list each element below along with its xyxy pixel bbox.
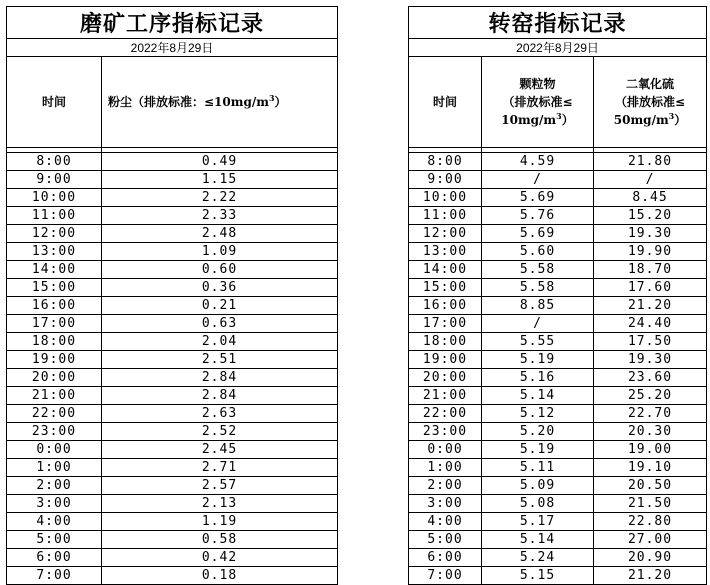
pm-header-end: ） (561, 113, 574, 127)
dust-value-cell: 0.63 (102, 315, 338, 333)
table-row (7, 423, 338, 441)
time-cell: 17:00 (409, 315, 482, 333)
so2-value-cell: 25.20 (594, 387, 707, 405)
table-row (7, 189, 338, 207)
pm-value-cell: 5.69 (482, 225, 594, 243)
dust-value-cell: 2.48 (102, 225, 338, 243)
table-row (7, 531, 338, 549)
table-row (7, 315, 338, 333)
table-row (7, 549, 338, 567)
table-row (409, 189, 707, 207)
pm-value-cell: 5.19 (482, 441, 594, 459)
dust-value-cell: 0.49 (102, 153, 338, 171)
table-row (409, 513, 707, 531)
time-cell: 16:00 (7, 297, 102, 315)
so2-value-cell: 15.20 (594, 207, 707, 225)
table-row (7, 387, 338, 405)
table-row (7, 351, 338, 369)
so2-header-line1: 二氧化硫 (626, 77, 675, 91)
dust-value-cell: 0.60 (102, 261, 338, 279)
pm-value-cell: 5.55 (482, 333, 594, 351)
pm-value-cell: 5.08 (482, 495, 594, 513)
table-row (7, 441, 338, 459)
table-row (409, 495, 707, 513)
so2-value-cell: / (594, 171, 707, 189)
time-cell: 22:00 (409, 405, 482, 423)
dust-value-cell: 2.13 (102, 495, 338, 513)
time-cell: 5:00 (409, 531, 482, 549)
pm-value-cell: 5.09 (482, 477, 594, 495)
dust-header-text: 粉尘（排放标准：≤10mg/m (108, 95, 269, 109)
table-row (7, 225, 338, 243)
table-row (7, 153, 338, 171)
dust-value-cell: 0.21 (102, 297, 338, 315)
so2-value-cell: 19.30 (594, 225, 707, 243)
table-row (409, 261, 707, 279)
table-row (7, 261, 338, 279)
so2-value-cell: 22.80 (594, 513, 707, 531)
time-cell: 8:00 (409, 153, 482, 171)
pm-value-cell: 5.60 (482, 243, 594, 261)
time-cell: 5:00 (7, 531, 102, 549)
time-cell: 19:00 (409, 351, 482, 369)
pm-value-cell: 5.76 (482, 207, 594, 225)
dust-header-end: ） (274, 95, 287, 109)
time-cell: 2:00 (409, 477, 482, 495)
so2-value-cell: 17.60 (594, 279, 707, 297)
pm-value-cell: 8.85 (482, 297, 594, 315)
table-row (409, 297, 707, 315)
time-cell: 0:00 (7, 441, 102, 459)
so2-value-cell: 19.10 (594, 459, 707, 477)
table-row (7, 207, 338, 225)
pm-value-cell: 5.69 (482, 189, 594, 207)
table-row (409, 387, 707, 405)
dust-value-cell: 2.71 (102, 459, 338, 477)
so2-value-cell: 24.40 (594, 315, 707, 333)
time-cell: 23:00 (7, 423, 102, 441)
table-row (7, 171, 338, 189)
pm-value-cell: 5.58 (482, 279, 594, 297)
grinding-record-table (6, 6, 338, 585)
so2-value-cell: 23.60 (594, 369, 707, 387)
table-row (409, 369, 707, 387)
time-cell: 7:00 (409, 567, 482, 585)
dust-value-cell: 1.15 (102, 171, 338, 189)
table-row (7, 459, 338, 477)
time-cell: 4:00 (7, 513, 102, 531)
so2-header-line2: （排放标准≤ (614, 95, 686, 109)
time-cell: 9:00 (7, 171, 102, 189)
table-row (7, 405, 338, 423)
table-row (409, 567, 707, 585)
time-cell: 23:00 (409, 423, 482, 441)
pm-value-cell: 5.15 (482, 567, 594, 585)
time-cell: 16:00 (409, 297, 482, 315)
time-cell: 13:00 (7, 243, 102, 261)
time-cell: 1:00 (409, 459, 482, 477)
so2-header-end: ） (674, 113, 687, 127)
dust-value-cell: 2.52 (102, 423, 338, 441)
kiln-so2-header (594, 57, 707, 148)
table-row (409, 531, 707, 549)
so2-header-sup: 3 (668, 111, 675, 121)
dust-value-cell: 2.84 (102, 369, 338, 387)
so2-value-cell: 20.50 (594, 477, 707, 495)
pm-value-cell: 5.20 (482, 423, 594, 441)
time-cell: 9:00 (409, 171, 482, 189)
table-row (409, 351, 707, 369)
so2-value-cell: 20.90 (594, 549, 707, 567)
table-row (409, 459, 707, 477)
table-row (409, 207, 707, 225)
so2-value-cell: 20.30 (594, 423, 707, 441)
time-cell: 19:00 (7, 351, 102, 369)
kiln-table-title: 转窑指标记录 (409, 7, 707, 39)
pm-header-sup: 3 (556, 111, 562, 121)
time-cell: 7:00 (7, 567, 102, 585)
kiln-record-table (408, 6, 707, 585)
grinding-table-date: 2022年8月29日 (7, 39, 338, 57)
dust-value-cell: 2.22 (102, 189, 338, 207)
so2-value-cell: 21.50 (594, 495, 707, 513)
kiln-table-date: 2022年8月29日 (409, 39, 707, 57)
table-row (7, 333, 338, 351)
time-cell: 18:00 (409, 333, 482, 351)
dust-value-cell: 0.42 (102, 549, 338, 567)
so2-value-cell: 17.50 (594, 333, 707, 351)
dust-value-cell: 2.57 (102, 477, 338, 495)
table-row (7, 243, 338, 261)
so2-value-cell: 21.20 (594, 567, 707, 585)
dust-value-cell: 2.84 (102, 387, 338, 405)
time-cell: 11:00 (409, 207, 482, 225)
grinding-time-header: 时间 (7, 57, 102, 148)
table-row (409, 441, 707, 459)
dust-value-cell: 1.19 (102, 513, 338, 531)
table-row (409, 153, 707, 171)
table-row (409, 315, 707, 333)
time-cell: 22:00 (7, 405, 102, 423)
table-row (409, 423, 707, 441)
table-row (7, 279, 338, 297)
time-cell: 3:00 (409, 495, 482, 513)
table-row (7, 477, 338, 495)
dust-value-cell: 0.58 (102, 531, 338, 549)
time-cell: 1:00 (7, 459, 102, 477)
time-cell: 0:00 (409, 441, 482, 459)
pm-value-cell: 5.14 (482, 387, 594, 405)
time-cell: 12:00 (409, 225, 482, 243)
table-row (7, 297, 338, 315)
table-row (409, 405, 707, 423)
so2-header-line3: 50mg/m (613, 113, 669, 127)
time-cell: 6:00 (7, 549, 102, 567)
pm-value-cell: 5.17 (482, 513, 594, 531)
time-cell: 12:00 (7, 225, 102, 243)
time-cell: 4:00 (409, 513, 482, 531)
table-row (409, 333, 707, 351)
dust-value-cell: 1.09 (102, 243, 338, 261)
so2-value-cell: 21.80 (594, 153, 707, 171)
time-cell: 14:00 (409, 261, 482, 279)
dust-value-cell: 2.04 (102, 333, 338, 351)
pm-value-cell: 4.59 (482, 153, 594, 171)
table-row (409, 243, 707, 261)
table-row (7, 567, 338, 585)
time-cell: 8:00 (7, 153, 102, 171)
time-cell: 20:00 (409, 369, 482, 387)
so2-value-cell: 22.70 (594, 405, 707, 423)
so2-value-cell: 19.00 (594, 441, 707, 459)
pm-value-cell: / (482, 315, 594, 333)
time-cell: 6:00 (409, 549, 482, 567)
table-row (409, 477, 707, 495)
dust-value-cell: 2.33 (102, 207, 338, 225)
time-cell: 10:00 (409, 189, 482, 207)
time-cell: 15:00 (409, 279, 482, 297)
dust-value-cell: 2.63 (102, 405, 338, 423)
time-cell: 17:00 (7, 315, 102, 333)
pm-value-cell: / (482, 171, 594, 189)
time-cell: 3:00 (7, 495, 102, 513)
so2-value-cell: 21.20 (594, 297, 707, 315)
table-row (7, 513, 338, 531)
time-cell: 14:00 (7, 261, 102, 279)
dust-value-cell: 2.45 (102, 441, 338, 459)
time-cell: 10:00 (7, 189, 102, 207)
grinding-table-title: 磨矿工序指标记录 (7, 7, 338, 39)
pm-value-cell: 5.12 (482, 405, 594, 423)
pm-value-cell: 5.24 (482, 549, 594, 567)
time-cell: 11:00 (7, 207, 102, 225)
pm-header-line2: （排放标准≤ (502, 95, 573, 109)
pm-value-cell: 5.58 (482, 261, 594, 279)
table-row (409, 279, 707, 297)
time-cell: 13:00 (409, 243, 482, 261)
table-row (7, 495, 338, 513)
table-row (409, 171, 707, 189)
so2-value-cell: 19.30 (594, 351, 707, 369)
so2-value-cell: 8.45 (594, 189, 707, 207)
kiln-time-header: 时间 (409, 57, 482, 148)
grinding-dust-header (102, 57, 338, 148)
pm-value-cell: 5.16 (482, 369, 594, 387)
time-cell: 20:00 (7, 369, 102, 387)
dust-value-cell: 0.18 (102, 567, 338, 585)
dust-value-cell: 0.36 (102, 279, 338, 297)
so2-value-cell: 19.90 (594, 243, 707, 261)
dust-header-sup: 3 (268, 93, 275, 103)
table-row (409, 549, 707, 567)
table-row (409, 225, 707, 243)
so2-value-cell: 27.00 (594, 531, 707, 549)
table-row (7, 369, 338, 387)
time-cell: 15:00 (7, 279, 102, 297)
time-cell: 18:00 (7, 333, 102, 351)
time-cell: 21:00 (7, 387, 102, 405)
pm-header-line1: 颗粒物 (519, 77, 556, 91)
pm-value-cell: 5.11 (482, 459, 594, 477)
pm-value-cell: 5.19 (482, 351, 594, 369)
pm-value-cell: 5.14 (482, 531, 594, 549)
time-cell: 21:00 (409, 387, 482, 405)
time-cell: 2:00 (7, 477, 102, 495)
dust-value-cell: 2.51 (102, 351, 338, 369)
kiln-pm-header (482, 57, 594, 148)
pm-header-line3: 10mg/m (501, 113, 557, 127)
so2-value-cell: 18.70 (594, 261, 707, 279)
